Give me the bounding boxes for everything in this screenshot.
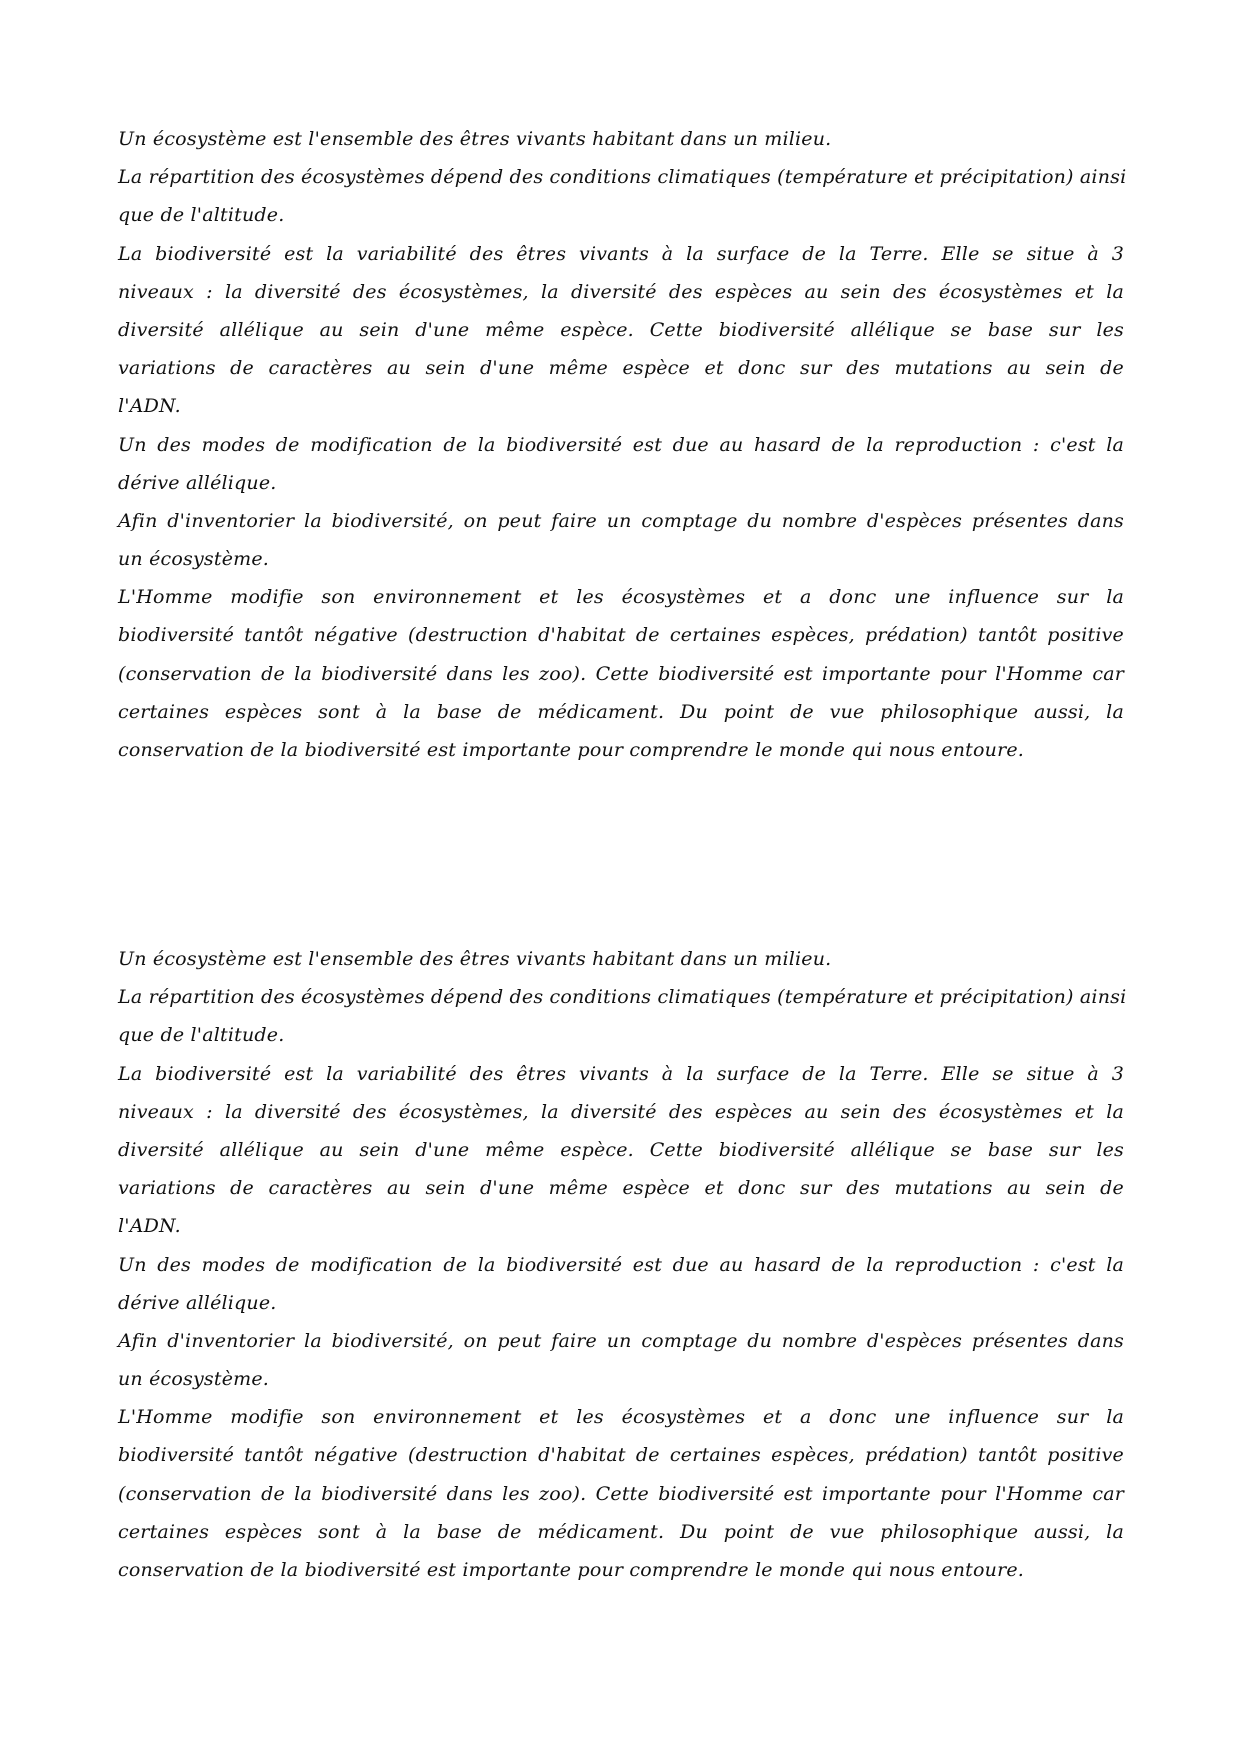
text-line: L'Homme modifie son environnement et les écosystèmes et a donc une influence sur la (118, 586, 1124, 609)
text-line: Un des modes de modification de la biodiversité est due au hasard de la reproduction : c'est la (118, 433, 1124, 456)
text-line: (conservation de la biodiversité dans les zoo). Cette biodiversité est importante pour l'Homme car (118, 1482, 1124, 1505)
text-line: variations de caractères au sein d'une même espèce et donc sur des mutations au sein de (118, 1177, 1124, 1200)
text-line: La biodiversité est la variabilité des êtres vivants à la surface de la Terre. Elle se situe à 3 (118, 1062, 1124, 1085)
text-line: La répartition des écosystèmes dépend des conditions climatiques (température et précipitation) ainsi (118, 166, 1127, 189)
text-line: que de l'altitude. (118, 1024, 285, 1047)
text-line: niveaux : la diversité des écosystèmes, la diversité des espèces au sein des écosystèmes et la (118, 280, 1124, 303)
text-line: biodiversité tantôt négative (destruction d'habitat de certaines espèces, prédation) tantôt positive (118, 624, 1124, 647)
text-line: Un écosystème est l'ensemble des êtres vivants habitant dans un milieu. (118, 128, 832, 150)
text-line: Un des modes de modification de la biodiversité est due au hasard de la reproduction : c'est la (118, 1253, 1124, 1276)
text-line: diversité allélique au sein d'une même espèce. Cette biodiversité allélique se base sur les (118, 318, 1124, 341)
text-line: niveaux : la diversité des écosystèmes, la diversité des espèces au sein des écosystèmes et la (118, 1100, 1124, 1123)
text-line: variations de caractères au sein d'une même espèce et donc sur des mutations au sein de (118, 357, 1124, 380)
text-line: L'Homme modifie son environnement et les écosystèmes et a donc une influence sur la (118, 1406, 1124, 1429)
text-block-2 (118, 940, 1127, 1589)
text-line: dérive allélique. (118, 471, 277, 494)
text-line: conservation de la biodiversité est importante pour comprendre le monde qui nous entoure. (118, 1559, 1025, 1581)
text-line: Afin d'inventorier la biodiversité, on peut faire un comptage du nombre d'espèces présentes dans (118, 1329, 1124, 1352)
text-line: La répartition des écosystèmes dépend des conditions climatiques (température et précipitation) ainsi (118, 986, 1127, 1009)
text-line: La biodiversité est la variabilité des êtres vivants à la surface de la Terre. Elle se situe à 3 (118, 242, 1124, 265)
text-line: que de l'altitude. (118, 204, 285, 227)
text-line: l'ADN. (118, 1215, 181, 1238)
text-line: certaines espèces sont à la base de médicament. Du point de vue philosophique aussi, la (118, 1520, 1124, 1543)
text-block-1 (118, 120, 1127, 769)
text-line: dérive allélique. (118, 1291, 277, 1314)
text-line: l'ADN. (118, 395, 181, 418)
text-line: certaines espèces sont à la base de médicament. Du point de vue philosophique aussi, la (118, 700, 1124, 723)
text-line: conservation de la biodiversité est importante pour comprendre le monde qui nous entoure. (118, 739, 1025, 761)
text-line: (conservation de la biodiversité dans les zoo). Cette biodiversité est importante pour l'Homme car (118, 662, 1124, 685)
text-line: Un écosystème est l'ensemble des êtres vivants habitant dans un milieu. (118, 948, 832, 970)
text-line: un écosystème. (118, 1368, 270, 1391)
text-line: un écosystème. (118, 548, 270, 571)
text-line: Afin d'inventorier la biodiversité, on peut faire un comptage du nombre d'espèces présentes dans (118, 509, 1124, 532)
text-line: diversité allélique au sein d'une même espèce. Cette biodiversité allélique se base sur les (118, 1138, 1124, 1161)
text-line: biodiversité tantôt négative (destruction d'habitat de certaines espèces, prédation) tantôt positive (118, 1444, 1124, 1467)
